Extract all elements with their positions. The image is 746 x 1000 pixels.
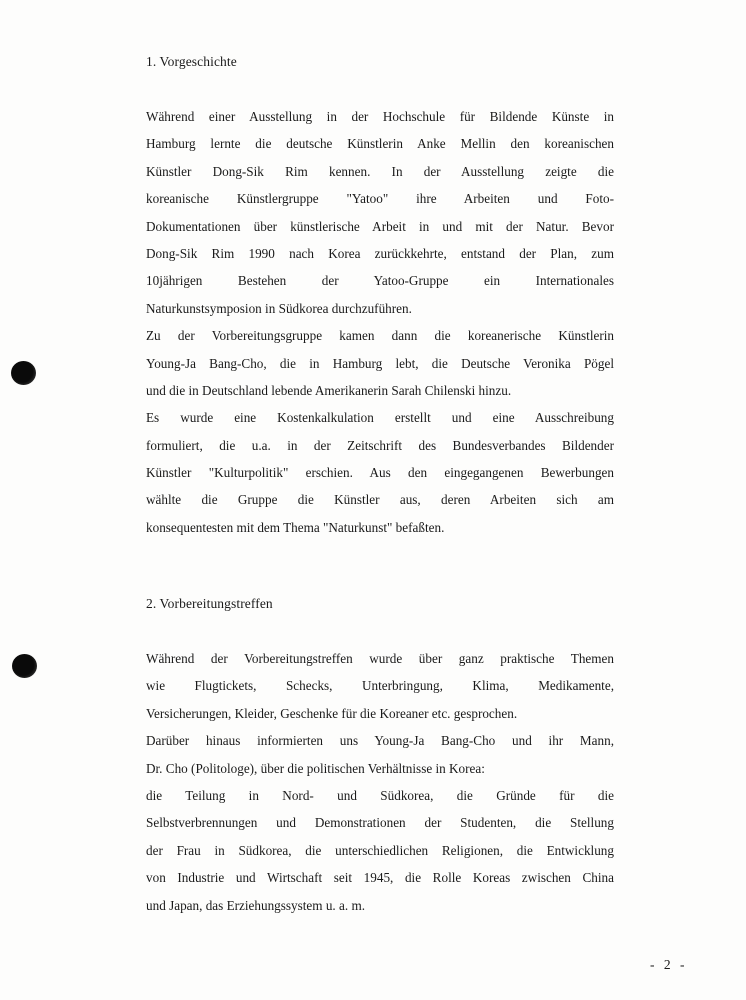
text-line: Zu der Vorbereitungsgruppe kamen dann die koreanerische Künstlerin (146, 328, 614, 344)
text-line: Darüber hinaus informierten uns Young-Ja Bang-Cho und ihr Mann, (146, 733, 614, 749)
text-line: von Industrie und Wirtschaft seit 1945, die Rolle Koreas zwischen China (146, 870, 614, 886)
text-line: Künstler Dong-Sik Rim kennen. In der Ausstellung zeigte die (146, 163, 614, 179)
punch-hole-top (11, 361, 36, 385)
text-line: wie Flugtickets, Schecks, Unterbringung, Klima, Medikamente, (146, 678, 614, 694)
text-line: koreanische Künstlergruppe "Yatoo" ihre Arbeiten und Foto- (146, 191, 614, 207)
section-2-heading: 2. Vorbereitungstreffen (146, 596, 273, 611)
section-2-body (146, 645, 614, 919)
text-line: konsequentesten mit dem Thema "Naturkunst" befaßten. (146, 519, 445, 535)
section-1-heading: 1. Vorgeschichte (146, 54, 237, 69)
text-line: Hamburg lernte die deutsche Künstlerin Anke Mellin den koreanischen (146, 136, 614, 152)
text-line: und die in Deutschland lebende Amerikanerin Sarah Chilenski hinzu. (146, 382, 512, 398)
punch-hole-bottom (12, 654, 37, 678)
text-line: Dr. Cho (Politologe), über die politischen Verhältnisse in Korea: (146, 760, 485, 776)
text-line: Künstler "Kulturpolitik" erschien. Aus den eingegangenen Bewerbungen (146, 465, 614, 481)
text-line: formuliert, die u.a. in der Zeitschrift des Bundesverbandes Bildender (146, 437, 614, 453)
text-line: Dong-Sik Rim 1990 nach Korea zurückkehrte, entstand der Plan, zum (146, 245, 614, 261)
text-line: Während einer Ausstellung in der Hochschule für Bildende Künste in (146, 109, 614, 124)
text-line: Dokumentationen über künstlerische Arbeit in und mit der Natur. Bevor (146, 218, 614, 234)
text-line: Während der Vorbereitungstreffen wurde über ganz praktische Themen (146, 651, 614, 666)
section-1-body (146, 103, 614, 541)
text-line: der Frau in Südkorea, die unterschiedlichen Religionen, die Entwicklung (146, 842, 614, 858)
text-line: Selbstverbrennungen und Demonstrationen der Studenten, die Stellung (146, 815, 614, 831)
text-line: und Japan, das Erziehungssystem u. a. m. (146, 897, 366, 913)
text-line: Es wurde eine Kostenkalkulation erstellt und eine Ausschreibung (146, 410, 614, 426)
text-line: 10jährigen Bestehen der Yatoo-Gruppe ein Internationales (146, 273, 614, 289)
text-line: wählte die Gruppe die Künstler aus, deren Arbeiten sich am (146, 492, 614, 508)
text-line: Versicherungen, Kleider, Geschenke für die Koreaner etc. gesprochen. (146, 705, 518, 721)
text-line: die Teilung in Nord- und Südkorea, die Gründe für die (146, 787, 614, 803)
text-line: Young-Ja Bang-Cho, die in Hamburg lebt, die Deutsche Veronika Pögel (146, 355, 614, 371)
text-line: Naturkunstsymposion in Südkorea durchzuführen. (146, 300, 412, 316)
page-number: - 2 - (650, 957, 685, 972)
